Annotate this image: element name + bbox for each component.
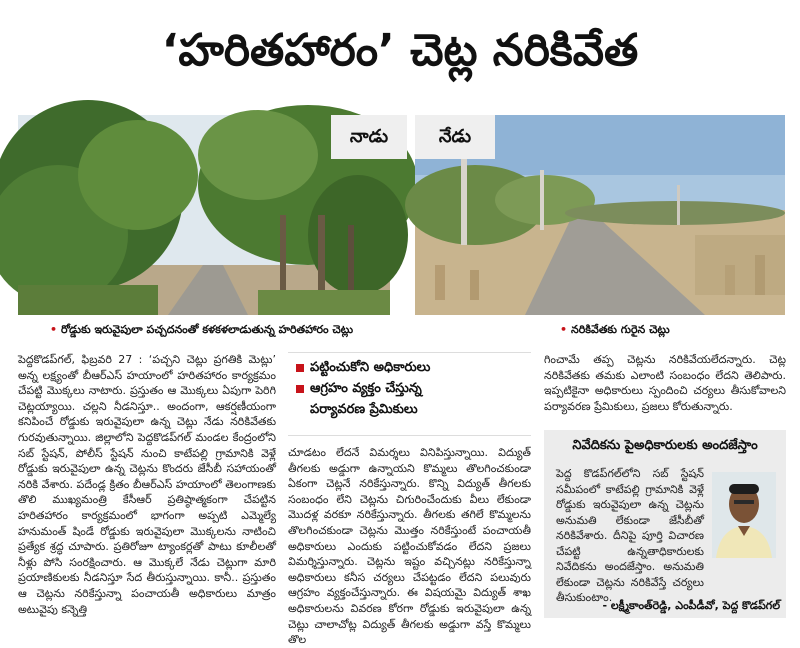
article-text-right: గించామే తప్ప చెట్లను నరికివేయలేదన్నారు. చెట్ల నరికివేతకు తమకు ఎలాంటి సంబంధం లేదని తెలిపారు. ఇప్పటికైనా అధికారులు స్పందించి చర్యలు తీసుకోవాలని పర్యావరణ ప్రేమికులు, ప్రజలు కోరుతున్నారు.: [544, 353, 786, 413]
quote-attribution: - లక్ష్మీకాంత్‌రెడ్డి, ఎంపీడీవో, పెద్ద కొడప్‌గల్‌: [602, 599, 780, 612]
article-column-right: [544, 352, 786, 424]
callout-item: [288, 357, 531, 378]
callout-line-3: పర్యావరణ ప్రేమికులు: [310, 402, 418, 417]
callout-line-1: పట్టించుకోని అధికారులు: [310, 360, 431, 375]
bullet-icon: [296, 385, 304, 393]
photo-tag-before: నాడు: [331, 115, 407, 159]
headline: ‘హరితహారం’ చెట్ల నరికివేత: [161, 25, 639, 76]
photo-after: [415, 115, 785, 315]
article-text-middle: చూడటం లేదనే విమర్శలు వినిపిస్తున్నాయి. విద్యుత్‌ తీగలకు అడ్డుగా ఉన్నాయని కొమ్మలు తొలగించకుండా ఏకంగా చెట్లనే నరికేస్తున్నారు. కొన్ని విద్యుత్‌ తీగలకు సంబంధం లేని చెట్లను చిగురించేందుకు వీలు లేకుండా మొదళ్ల వరకూ నరికేస్తున్నారు. తీగలకు తగిలే కొమ్మలను తొలగించకుండా చెట్లను మొత్తం నరికేస్తుంటే పంచాయతీ అధికారులు ఎందుకు పట్టించుకోవడం లేదని ప్రజలు విమర్శిస్తున్నారు. చెట్లను ఇష్టం వచ్చినట్లు నరికేస్తున్నా అధికారులు కనీస చర్యలు చేపట్టడం లేదని పలువురు ఆగ్రహం వ్యక్తంచేస్తున్నారు. ఈ విషయమై విద్యుత్‌ శాఖ అధికారులను వివరణ కోరగా రోడ్డుకు ఇరువైపులా ఉన్న చెట్లు చాలాచోట్ల విద్యుత్‌ తీగలకు అడ్డుగా వస్తే కొమ్మలు తొల: [288, 446, 531, 647]
photo-tag-after: నేడు: [415, 115, 495, 159]
photo-before: [18, 115, 390, 315]
photo-caption-before: • రోడ్డుకు ఇరువైపులా పచ్చదనంతో కళకళలాడుతున్న హరితహారం చెట్లు: [50, 319, 380, 341]
official-portrait: [712, 472, 776, 558]
bullet-icon: [296, 364, 304, 372]
quote-box-text: పెద్ద కొడప్‌గల్‌లోని సబ్‌ స్టేషన్‌ సమీపంలో కాటేపల్లి గ్రామానికి వెళ్లే రోడ్డుకు ఇరువైపులా ఉన్న చెట్లను అనుమతి లేకుండా జేసీబీతో నరికివేశారు. దీనిపై పూర్తి విచారణ చేపట్టి ఉన్నతాధికారులకు నివేదికను అందజేస్తాం. అనుమతి లేకుండా చెట్లను నరికివేస్తే చర్యలు తీసుకుంటాం.: [556, 467, 704, 604]
article-column-left: [18, 352, 276, 618]
article-column-middle: [288, 445, 531, 647]
callout-item: [288, 378, 531, 399]
article-text-left: పెద్దకొడప్‌గల్‌, ఫిబ్రవరి 27 : ‘పచ్చని చెట్లు ప్రగతికి మెట్లు’ అన్న లక్ష్యంతో బీఆర్‌ఎస్‌ హయాంలో హరితహారం కార్యక్రమం చేపట్టి మొక్కలు నాటారు. ప్రస్తుతం ఆ మొక్కలు ఏపుగా పెరిగి చెట్లయ్యాయి. చల్లని నీడనిస్తూ.. అందంగా, ఆకర్షణీయంగా కనిపించే రోడ్డుకు ఇరువైపులా ఉన్న చెట్లు నేడు నరికివేతకు గురవుతున్నాయి. జిల్లాలోని పెద్దకొడప్‌గల్‌ మండల కేంద్రంలోని సబ్‌ స్టేషన్‌, పోలీస్‌ స్టేషన్‌ నుంచి కాటేపల్లి గ్రామానికి వెళ్లే రోడ్డుకు ఇరువైపులా ఉన్న చెట్లను కొందరు జేసీబీ సహాయంతో నరికి వేశారు. పదేండ్ల క్రితం బీఆర్‌ఎస్‌ హయాంలో తెలంగాణకు తొలి ముఖ్యమంత్రి కేసీఆర్‌ ప్రతిష్ఠాత్మకంగా చేపట్టిన హరితహారం కార్యక్రమంలో భాగంగా అప్పటి ఎమ్మెల్యే హనుమంత్‌ షిండే రోడ్డుకు ఇరువైపులా మొక్కలను నాటించి ప్రత్యేక శ్రద్ధ చూపారు. ప్రతిరోజూ ట్యాంకర్లతో పాటు కూలీలతో నీళ్లు పోసి సంరక్షించారు. ఆ మొక్కలే నేడు చెట్లుగా మారి ప్రయాణికులకు నీడనిస్తూ సేద తీరుస్తున్నాయి. కానీ.. ప్రస్తుతం ఆ చెట్లను నరికేస్తున్నా పంచాయతీ అధికారులు మాత్రం అటువైపు కన్నెత్తి: [18, 353, 276, 616]
official-quote-box: [544, 430, 786, 618]
photo-caption-after: • నరికివేతకు గురైన చెట్లు: [560, 319, 760, 341]
callout-line-2: ఆగ్రహం వ్యక్తం చేస్తున్న: [310, 381, 422, 396]
quote-box-title: నివేదికను పైఅధికారులకు అందజేస్తాం: [572, 438, 758, 453]
callout-box: [288, 352, 531, 436]
callout-item: [288, 399, 531, 420]
